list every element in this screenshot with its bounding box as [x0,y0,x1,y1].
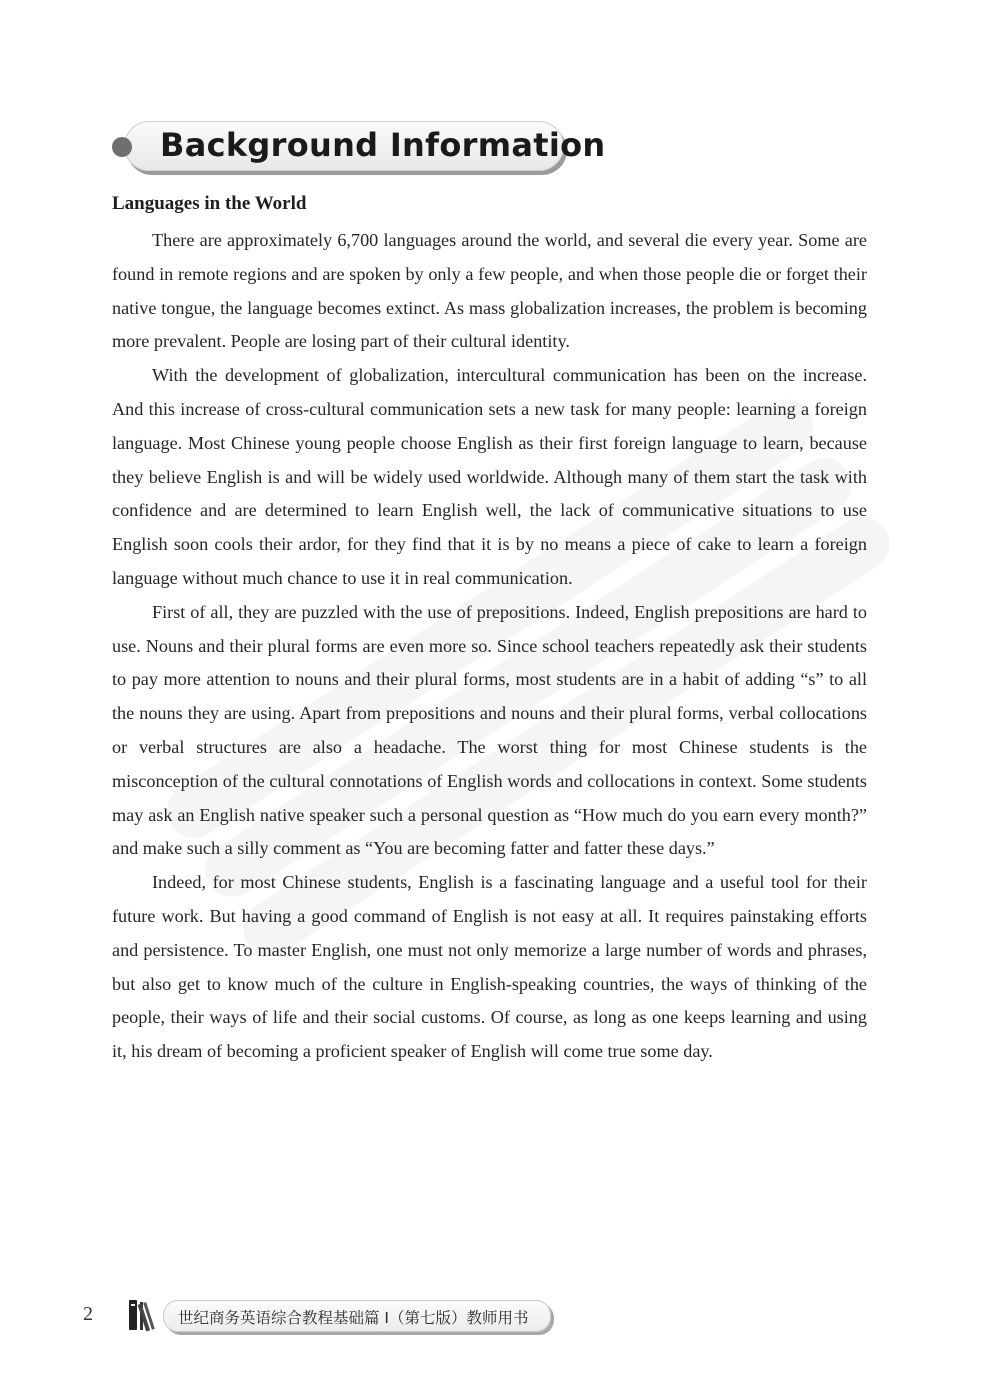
article-body [112,224,867,1069]
paragraph: First of all, they are puzzled with the use of prepositions. Indeed, English prepositions are hard to use. Nouns and their plural forms are even more so. Since school teachers repeatedly ask their students to pay more attention to nouns and their plural forms, most students are in a habit of adding “s” to all the nouns they are using. Apart from prepositions and nouns and their plural forms, verbal collocations or verbal structures are also a headache. The worst thing for most Chinese students is the misconception of the cultural connotations of English words and collocations in context. Some students may ask an English native speaker such a personal question as “How much do you earn every month?” and make such a silly comment as “You are becoming fatter and fatter these days.” [112,601,867,859]
article-heading: Languages in the World [112,193,307,214]
page-number: 2 [83,1303,93,1325]
paragraph: With the development of globalization, intercultural communication has been on the increase. And this increase of cross-cultural communication sets a new task for many people: learning a foreign language. Most Chinese young people choose English as their first foreign language to learn, because they believe English is and will be widely used worldwide. Although many of them start the task with confidence and are determined to learn English well, the lack of communicative situations to use English soon cools their ardor, for they find that it is by no means a piece of cake to learn a foreign language without much chance to use it in real communication. [112,365,867,588]
paragraph: There are approximately 6,700 languages around the world, and several die every year. Some are found in remote regions and are spoken by only a few people, and when those people die or forget their native tongue, the language becomes extinct. As mass globalization increases, the problem is becoming more prevalent. People are losing part of their cultural identity. [112,230,867,352]
section-banner [110,121,606,173]
book-title: 世纪商务英语综合教程基础篇 I（第七版）教师用书 [178,1309,529,1327]
bullet-dot-icon [112,137,132,157]
section-title: Background Information [160,126,606,164]
books-icon [127,1298,163,1332]
footer-title-pill [163,1300,551,1332]
paragraph: Indeed, for most Chinese students, English is a fascinating language and a useful tool for their future work. But having a good command of English is not easy at all. It requires painstaking efforts and persistence. To master English, one must not only memorize a large number of words and phrases, but also get to know much of the culture in English-speaking countries, the ways of thinking of the people, their ways of life and their social customs. Of course, as long as one keeps learning and using it, his dream of becoming a proficient speaker of English will come true some day. [112,872,867,1062]
